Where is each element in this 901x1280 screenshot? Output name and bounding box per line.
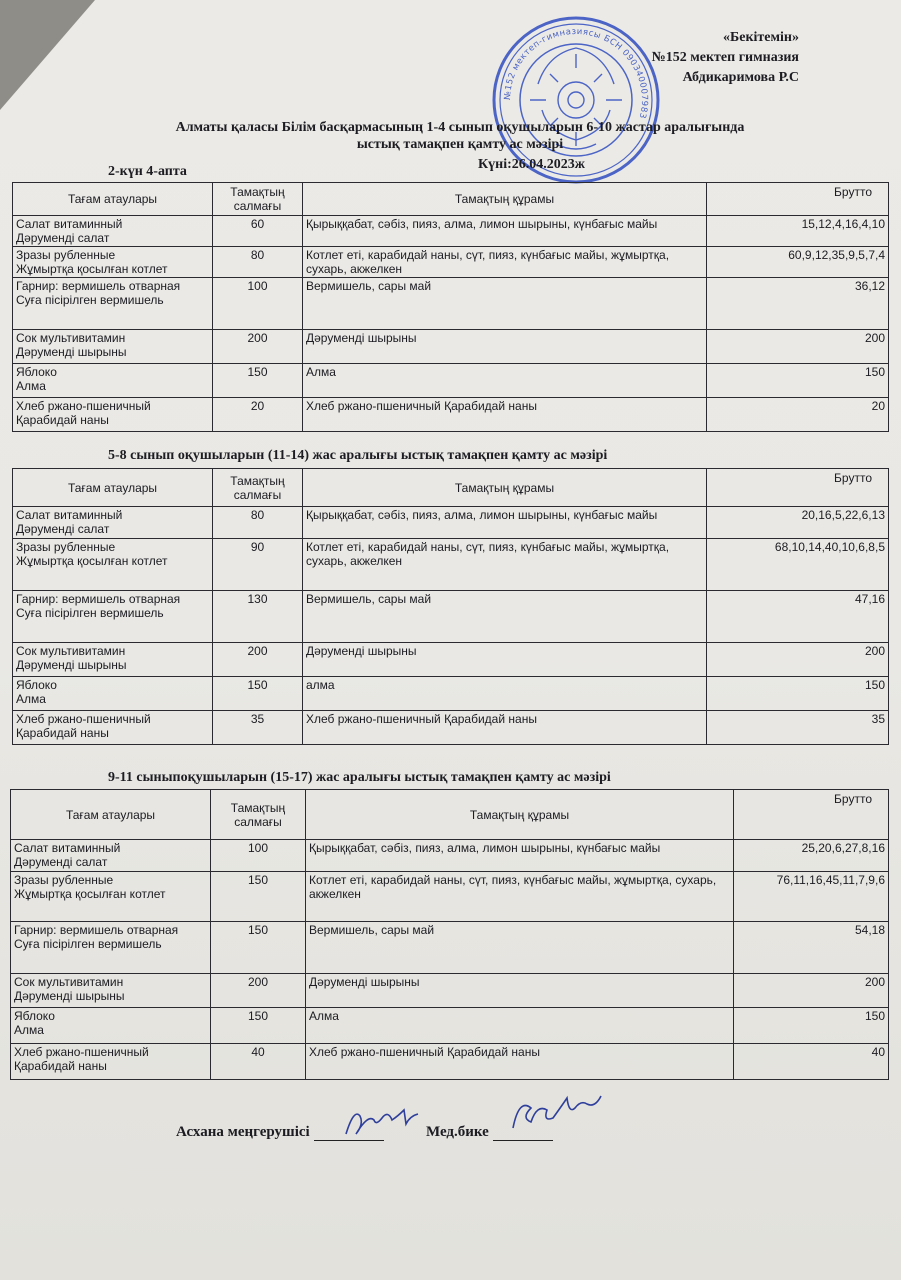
table-row xyxy=(13,330,889,364)
table-row xyxy=(13,507,889,539)
header-weight-line1: Тамақтың xyxy=(230,473,285,488)
dish-name-ru: Салат витаминный xyxy=(16,508,123,522)
dish-name-kz: Қарабидай наны xyxy=(16,726,109,740)
table-row xyxy=(13,539,889,591)
header-dish-name: Тағам атаулары xyxy=(11,790,211,840)
header-composition: Тамақтың құрамы xyxy=(306,790,734,840)
dish-name-kz: Дәруменді салат xyxy=(16,231,110,245)
gross-cell: 40 xyxy=(734,1044,889,1080)
weight-cell: 100 xyxy=(213,278,303,330)
weight-cell: 80 xyxy=(213,507,303,539)
weight-cell: 150 xyxy=(213,677,303,711)
weight-cell: 40 xyxy=(211,1044,306,1080)
weight-cell: 130 xyxy=(213,591,303,643)
composition-cell: Вермишель, сары май xyxy=(303,591,707,643)
table-row xyxy=(13,364,889,398)
document-title-line2: ыстық тамақпен қамту ас мәзірі xyxy=(356,137,564,152)
dish-name-cell xyxy=(13,677,213,711)
header-dish-name: Тағам атаулары xyxy=(13,469,213,507)
gross-cell: 20 xyxy=(707,398,889,432)
composition-cell: Котлет еті, карабидай наны, сүт, пияз, күнбағыс майы, жұмыртқа, сухарь, акжелкен xyxy=(303,539,707,591)
dish-name-ru: Яблоко xyxy=(16,678,57,692)
dish-name-ru: Зразы рубленные xyxy=(14,873,114,887)
header-composition: Тамақтың құрамы xyxy=(303,183,707,216)
section-title-grades-9-11: 9-11 сыныпоқушыларын (15-17) жас аралығы ыстық тамақпен қамту ас мәзірі xyxy=(108,770,611,785)
table-row xyxy=(11,974,889,1008)
gross-cell: 76,11,16,45,11,7,9,6 xyxy=(734,872,889,922)
header-gross: Брутто xyxy=(707,183,889,216)
dish-name-kz: Дәруменді шырыны xyxy=(16,345,127,359)
weight-cell: 200 xyxy=(213,330,303,364)
dish-name-kz: Алма xyxy=(16,379,46,393)
dish-name-ru: Сок мультивитамин xyxy=(16,331,126,345)
composition-cell: Қырыққабат, сәбіз, пияз, алма, лимон шырыны, күнбағыс майы xyxy=(306,840,734,872)
composition-cell: Қырыққабат, сәбіз, пияз, алма, лимон шырыны, күнбағыс майы xyxy=(303,507,707,539)
dish-name-kz: Алма xyxy=(16,692,46,706)
table-row xyxy=(13,711,889,745)
header-weight-line2: салмағы xyxy=(233,199,282,213)
kitchen-head-label: Асхана меңгерушісі xyxy=(176,1124,310,1140)
dish-name-ru: Зразы рубленные xyxy=(16,540,116,554)
table-row xyxy=(13,216,889,247)
composition-cell: Дәруменді шырыны xyxy=(303,643,707,677)
day-week: 2-күн 4-апта xyxy=(108,164,187,179)
composition-cell: Хлеб ржано-пшеничный Қарабидай наны xyxy=(303,711,707,745)
composition-cell: Қырыққабат, сәбіз, пияз, алма, лимон шырыны, күнбағыс майы xyxy=(303,216,707,247)
gross-cell: 150 xyxy=(707,677,889,711)
table-row xyxy=(11,872,889,922)
dish-name-cell xyxy=(13,278,213,330)
dish-name-kz: Дәруменді шырыны xyxy=(16,658,127,672)
gross-cell: 47,16 xyxy=(707,591,889,643)
gross-cell: 68,10,14,40,10,6,8,5 xyxy=(707,539,889,591)
composition-cell: Алма xyxy=(303,364,707,398)
weight-cell: 20 xyxy=(213,398,303,432)
composition-cell: алма xyxy=(303,677,707,711)
header-gross: Брутто xyxy=(734,790,889,840)
dish-name-cell xyxy=(11,872,211,922)
dish-name-cell xyxy=(13,507,213,539)
gross-cell: 25,20,6,27,8,16 xyxy=(734,840,889,872)
dish-name-cell xyxy=(11,922,211,974)
weight-cell: 90 xyxy=(213,539,303,591)
gross-cell: 200 xyxy=(734,974,889,1008)
dish-name-kz: Суға пісірілген вермишель xyxy=(16,293,164,307)
header-weight-line2: салмағы xyxy=(234,814,282,829)
composition-cell: Котлет еті, карабидай наны, сүт, пияз, күнбағыс майы, жұмыртқа, сухарь, акжелкен xyxy=(306,872,734,922)
dish-name-kz: Жұмыртқа қосылған котлет xyxy=(16,554,168,568)
weight-cell: 150 xyxy=(211,1008,306,1044)
dish-name-kz: Суға пісірілген вермишель xyxy=(16,606,164,620)
dish-name-cell xyxy=(13,216,213,247)
nurse-label: Мед.бике xyxy=(426,1124,489,1140)
dish-name-ru: Хлеб ржано-пшеничный xyxy=(16,712,151,726)
composition-cell: Вермишель, сары май xyxy=(306,922,734,974)
dish-name-cell xyxy=(13,247,213,278)
table-header-row xyxy=(13,469,889,507)
dish-name-kz: Жұмыртқа қосылған котлет xyxy=(16,262,168,276)
dish-name-ru: Яблоко xyxy=(14,1009,55,1023)
dish-name-cell xyxy=(11,1044,211,1080)
dish-name-ru: Салат витаминный xyxy=(14,841,121,855)
gross-cell: 15,12,4,16,4,10 xyxy=(707,216,889,247)
dish-name-ru: Хлеб ржано-пшеничный xyxy=(16,399,151,413)
table-header-row xyxy=(11,790,889,840)
table-row xyxy=(11,1044,889,1080)
kitchen-head-signature-mark-icon xyxy=(340,1104,430,1144)
dish-name-ru: Сок мультивитамин xyxy=(14,975,124,989)
table-header-row xyxy=(13,183,889,216)
dish-name-kz: Суға пісірілген вермишель xyxy=(14,937,162,951)
dish-name-ru: Зразы рубленные xyxy=(16,248,116,262)
table-row xyxy=(13,677,889,711)
dish-name-ru: Гарнир: вермишель отварная xyxy=(14,923,179,937)
header-gross: Брутто xyxy=(707,469,889,507)
svg-text:№152 мектеп-гимназиясы БСН 090: №152 мектеп-гимназиясы БСН 090340007983 xyxy=(502,26,650,120)
weight-cell: 150 xyxy=(213,364,303,398)
composition-cell: Дәруменді шырыны xyxy=(303,330,707,364)
header-dish-name: Тағам атаулары xyxy=(13,183,213,216)
header-weight xyxy=(211,790,306,840)
composition-cell: Дәруменді шырыны xyxy=(306,974,734,1008)
gross-cell: 20,16,5,22,6,13 xyxy=(707,507,889,539)
composition-cell: Хлеб ржано-пшеничный Қарабидай наны xyxy=(306,1044,734,1080)
dish-name-ru: Яблоко xyxy=(16,365,57,379)
document-title-line1: Алматы қаласы Білім басқармасының 1-4 сынып оқушыларын 6-10 жастар аралығында xyxy=(175,120,745,135)
weight-cell: 35 xyxy=(213,711,303,745)
dish-name-cell xyxy=(13,643,213,677)
header-weight-line2: салмағы xyxy=(233,487,282,502)
dish-name-cell xyxy=(11,840,211,872)
approval-school: №152 мектеп гимназия xyxy=(651,50,799,65)
header-composition: Тамақтың құрамы xyxy=(303,469,707,507)
table-row xyxy=(13,643,889,677)
table-row xyxy=(11,840,889,872)
header-weight xyxy=(213,469,303,507)
table-row xyxy=(13,591,889,643)
composition-cell: Алма xyxy=(306,1008,734,1044)
table-row xyxy=(13,247,889,278)
composition-cell: Вермишель, сары май xyxy=(303,278,707,330)
table-row xyxy=(11,1008,889,1044)
menu-table-grades-5-8 xyxy=(12,468,889,745)
gross-cell: 150 xyxy=(707,364,889,398)
gross-cell: 60,9,12,35,9,5,7,4 xyxy=(707,247,889,278)
composition-cell: Котлет еті, карабидай наны, сүт, пияз, күнбағыс майы, жұмыртқа, сухарь, акжелкен xyxy=(303,247,707,278)
header-weight xyxy=(213,183,303,216)
gross-cell: 36,12 xyxy=(707,278,889,330)
weight-cell: 100 xyxy=(211,840,306,872)
dish-name-cell xyxy=(13,539,213,591)
dish-name-cell xyxy=(13,330,213,364)
dish-name-cell xyxy=(11,974,211,1008)
menu-table-grades-9-11 xyxy=(10,789,889,1080)
table-row xyxy=(13,278,889,330)
header-weight-line1: Тамақтың xyxy=(230,185,285,199)
dish-name-cell xyxy=(13,711,213,745)
dish-name-kz: Дәруменді салат xyxy=(14,855,108,869)
composition-cell: Хлеб ржано-пшеничный Қарабидай наны xyxy=(303,398,707,432)
dish-name-kz: Қарабидай наны xyxy=(16,413,109,427)
dish-name-kz: Жұмыртқа қосылған котлет xyxy=(14,887,166,901)
dish-name-kz: Қарабидай наны xyxy=(14,1059,107,1073)
menu-table-grades-1-4 xyxy=(12,182,889,432)
dish-name-ru: Гарнир: вермишель отварная xyxy=(16,279,181,293)
weight-cell: 80 xyxy=(213,247,303,278)
weight-cell: 200 xyxy=(213,643,303,677)
gross-cell: 200 xyxy=(707,643,889,677)
weight-cell: 150 xyxy=(211,872,306,922)
weight-cell: 60 xyxy=(213,216,303,247)
gross-cell: 150 xyxy=(734,1008,889,1044)
dish-name-ru: Гарнир: вермишель отварная xyxy=(16,592,181,606)
approval-block xyxy=(652,28,799,88)
approval-director: Абдикаримова Р.С xyxy=(682,70,799,85)
section-title-grades-5-8: 5-8 сынып оқушыларын (11-14) жас аралығы ыстық тамақпен қамту ас мәзірі xyxy=(108,448,608,463)
dish-name-cell xyxy=(13,591,213,643)
scan-corner-shadow xyxy=(0,0,95,110)
dish-name-kz: Дәруменді салат xyxy=(16,522,110,536)
gross-cell: 35 xyxy=(707,711,889,745)
gross-cell: 54,18 xyxy=(734,922,889,974)
approval-label: «Бекітемін» xyxy=(722,30,799,45)
menu-date: Күні:26.04.2023ж xyxy=(478,157,585,172)
weight-cell: 200 xyxy=(211,974,306,1008)
table-row xyxy=(11,922,889,974)
table-row xyxy=(13,398,889,432)
dish-name-ru: Салат витаминный xyxy=(16,217,123,231)
gross-cell: 200 xyxy=(707,330,889,364)
dish-name-ru: Сок мультивитамин xyxy=(16,644,126,658)
header-weight-line1: Тамақтың xyxy=(230,800,286,815)
dish-name-cell xyxy=(13,398,213,432)
dish-name-kz: Дәруменді шырыны xyxy=(14,989,125,1003)
dish-name-ru: Хлеб ржано-пшеничный xyxy=(14,1045,149,1059)
weight-cell: 150 xyxy=(211,922,306,974)
dish-name-cell xyxy=(11,1008,211,1044)
dish-name-kz: Алма xyxy=(14,1023,44,1037)
dish-name-cell xyxy=(13,364,213,398)
nurse-signature-mark-icon xyxy=(505,1094,605,1138)
